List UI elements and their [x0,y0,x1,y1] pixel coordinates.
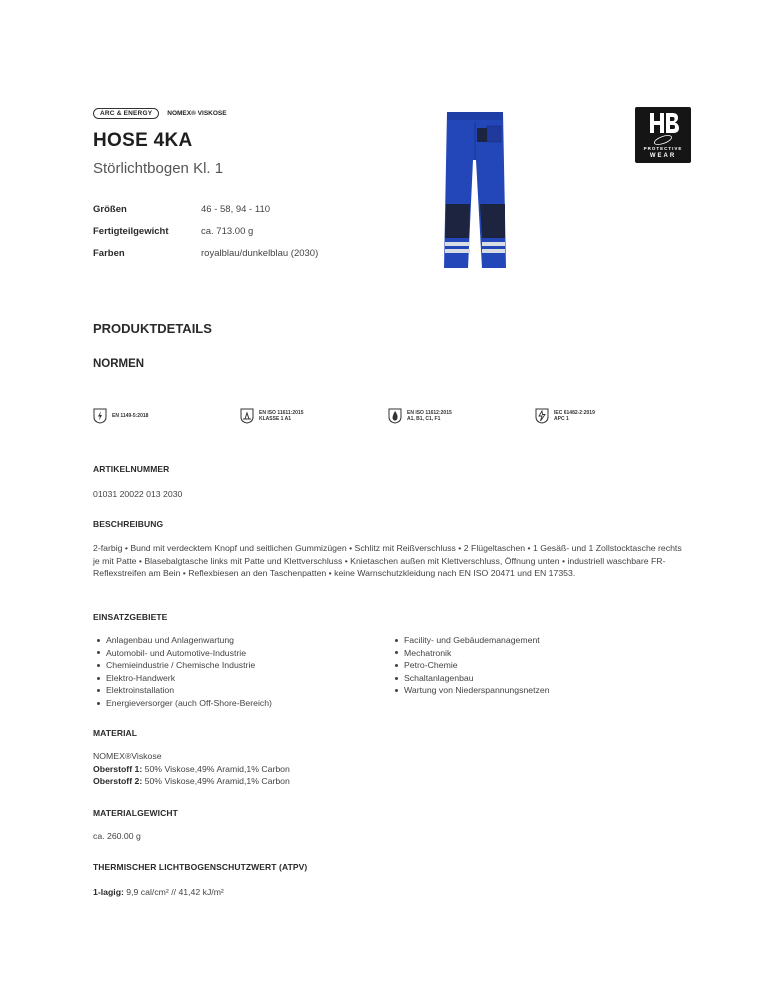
einsatzgebiete-list-left [97,634,272,710]
spec-label: Größen [93,203,127,215]
brand-logo [635,107,691,163]
bullet-icon [97,702,100,705]
product-title: HOSE 4KA [93,130,193,151]
list-item: Facility- und Gebäudemanagement [395,634,550,647]
bullet-icon [97,689,100,692]
list-item: Schaltanlagenbau [395,672,550,685]
einsatzgebiete-heading: EINSATZGEBIETE [93,612,168,622]
welding-shield-icon [240,408,254,424]
spec-value: 46 - 58, 94 - 110 [201,203,271,215]
list-item: Energieversorger (auch Off-Shore-Bereich) [97,697,272,710]
normen-heading: NORMEN [93,358,145,370]
product-subtitle: Störlichtbogen Kl. 1 [93,160,224,177]
bullet-icon [97,664,100,667]
artikelnummer-value: 01031 20022 013 2030 [93,489,183,499]
category-tag-arc-energy: ARC & ENERGY [93,108,159,119]
norm-label: EN ISO 11612:2015 A1, B1, C1, F1 [407,410,452,422]
material-line: Oberstoff 1: 50% Viskose,49% Aramid,1% Carbon [93,763,290,774]
list-item: Automobil- und Automotive-Industrie [97,647,272,660]
spec-value: royalblau/dunkelblau (2030) [201,247,319,259]
atpv-heading: THERMISCHER LICHTBOGENSCHUTZWERT (ATPV) [93,862,308,872]
bullet-icon [395,639,398,642]
flame-shield-icon [388,408,402,424]
beschreibung-text: 2-farbig • Bund mit verdecktem Knopf und seitlichen Gummizügen • Schlitz mit Reißverschluss • 2 Flügeltaschen • 1 Gesäß- und 1 Zollstocktasche rechts je mit Patte • Blasebalgtasche links mit Patte und Klettverschluss • Knietaschen außen mit Klettverschluss, Öffnung unten • industriell waschbare FR-Reflexstreifen am Bein • Reflexbiesen an den Taschenpatten • keine Warnschutzkleidung nach EN ISO 20471 und EN 17353. [93,543,682,578]
bullet-icon [395,664,398,667]
material-line: Oberstoff 2: 50% Viskose,49% Aramid,1% Carbon [93,776,290,787]
product-image-trousers [440,108,510,272]
lightning-shield-icon [93,408,107,424]
bullet-icon [395,689,398,692]
list-item: Elektroinstallation [97,684,272,697]
material-line: NOMEX®Viskose [93,751,162,761]
norm-item [93,408,148,424]
bullet-icon [97,651,100,654]
list-item: Wartung von Niederspannungsnetzen [395,684,550,697]
bullet-icon [97,677,100,680]
norm-item [240,408,303,424]
norm-label: EN ISO 11611:2015 KLASSE 1 A1 [259,410,304,422]
materialgewicht-value: ca. 260.00 g [93,831,141,841]
spec-row-groessen [93,198,318,220]
list-item: Elektro-Handwerk [97,672,272,685]
einsatzgebiete-list-right [395,634,550,697]
norm-item [388,408,452,424]
produktdetails-heading: PRODUKTDETAILS [93,321,212,336]
spec-label: Fertigteilgewicht [93,225,169,237]
category-tag-material: NOMEX® VISKOSE [167,110,227,117]
list-item: Chemieindustrie / Chemische Industrie [97,659,272,672]
logo-subtitle: WEAR [649,153,677,159]
bullet-icon [395,651,398,654]
spec-value: ca. 713.00 g [201,225,254,237]
beschreibung-heading: BESCHREIBUNG [93,519,164,529]
spec-table [93,198,318,264]
arc-shield-icon [535,408,549,424]
norm-item [535,408,595,424]
artikelnummer-heading: ARTIKELNUMMER [93,464,170,474]
atpv-value: 1-lagig: 9,9 cal/cm² // 41,42 kJ/m² [93,887,224,897]
list-item: Anlagenbau und Anlagenwartung [97,634,272,647]
spec-row-gewicht [93,220,318,242]
category-tags [93,108,227,119]
materialgewicht-heading: MATERIALGEWICHT [93,808,178,818]
spec-row-farben [93,242,318,264]
norm-label: EN 1149-5:2018 [112,413,149,419]
spec-label: Farben [93,247,125,259]
material-block [93,750,290,788]
list-item: Petro-Chemie [395,659,550,672]
bullet-icon [395,677,398,680]
bullet-icon [97,639,100,642]
logo-subtitle: PROTECTIVE [643,146,683,151]
material-heading: MATERIAL [93,728,138,738]
norm-label: IEC 61482-2:2019 APC 1 [554,410,595,422]
list-item: Mechatronik [395,647,550,660]
